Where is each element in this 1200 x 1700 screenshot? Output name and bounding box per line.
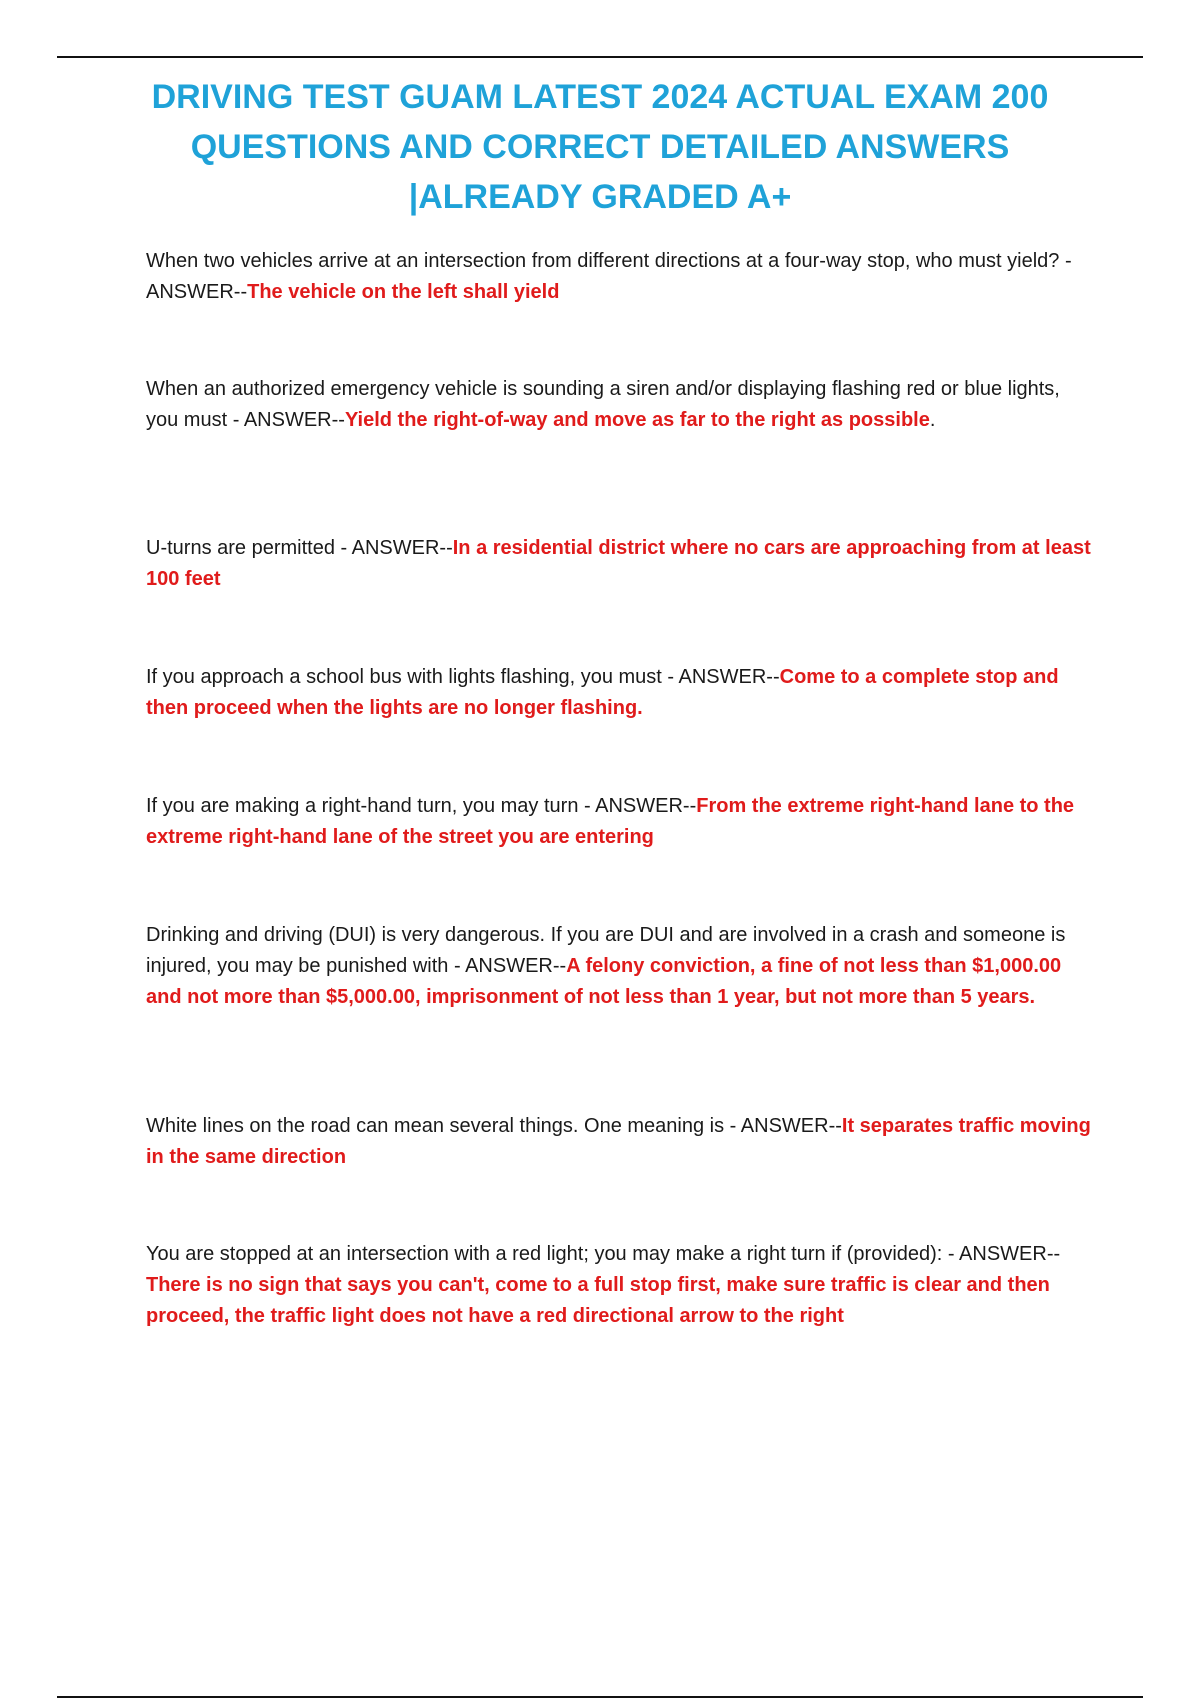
- answer-separator: - ANSWER--: [146, 250, 1072, 303]
- question-text: You are stopped at an intersection with a red light; you may make a right turn if (provided): -: [146, 1243, 955, 1265]
- qa-item-7: [146, 1111, 1096, 1173]
- qa-item-1: [146, 246, 1096, 308]
- answer-text: Come to a complete stop and then proceed when the lights are no longer flashing.: [146, 666, 1059, 719]
- question-text: When two vehicles arrive at an intersection from different directions at a four-way stop, who must yield?: [146, 250, 1060, 272]
- question-text: If you are making a right-hand turn, you may turn: [146, 795, 579, 817]
- document-title: [100, 72, 1100, 222]
- question-text: Drinking and driving (DUI) is very dangerous. If you are DUI and are involved in a crash and someone is injured, you may be punished with: [146, 924, 1066, 977]
- answer-text: It separates traffic moving in the same direction: [146, 1115, 1091, 1168]
- answer-text: A felony conviction, a fine of not less than $1,000.00 and not more than $5,000.00, imprisonment of not less than 1 year, but not more than 5 years.: [146, 955, 1062, 1008]
- answer-text: Yield the right-of-way and move as far to the right as possible: [344, 409, 930, 431]
- answer-separator: - ANSWER--: [227, 409, 345, 431]
- answer-separator: - ANSWER--: [661, 666, 780, 688]
- question-text: If you approach a school bus with lights flashing, you must: [146, 666, 662, 688]
- qa-item-6: [146, 920, 1096, 1013]
- title-line-2: QUESTIONS AND CORRECT DETAILED ANSWERS: [190, 128, 1010, 166]
- answer-text: The vehicle on the left shall yield: [247, 281, 560, 303]
- qa-item-2: [146, 374, 1096, 436]
- answer-separator: - ANSWER--: [724, 1115, 842, 1137]
- answer-separator: ANSWER--: [954, 1243, 1061, 1265]
- top-divider: [57, 56, 1143, 58]
- question-text: U-turns are permitted: [146, 537, 335, 559]
- answer-text: From the extreme right-hand lane to the extreme right-hand lane of the street you are entering: [146, 795, 1075, 848]
- title-line-1: DRIVING TEST GUAM LATEST 2024 ACTUAL EXAM 200: [151, 78, 1049, 116]
- qa-item-4: [146, 662, 1096, 724]
- qa-item-8: [146, 1239, 1096, 1332]
- answer-text: In a residential district where no cars are approaching from at least 100 feet: [146, 537, 1091, 590]
- answer-trail: .: [929, 409, 936, 431]
- answer-separator: - ANSWER--: [334, 537, 453, 559]
- title-line-3: |ALREADY GRADED A+: [408, 178, 792, 216]
- qa-item-3: [146, 533, 1096, 595]
- bottom-divider: [57, 1696, 1143, 1698]
- answer-separator: - ANSWER--: [578, 795, 697, 817]
- question-text: When an authorized emergency vehicle is sounding a siren and/or displaying flashing red or blue lights, you must: [146, 378, 1060, 431]
- qa-item-5: [146, 791, 1096, 853]
- answer-separator: - ANSWER--: [448, 955, 567, 977]
- question-text: White lines on the road can mean several things. One meaning is: [146, 1115, 725, 1137]
- answer-text: There is no sign that says you can't, come to a full stop first, make sure traffic is clear and then proceed, the traffic light does not have a red directional arrow to the right: [146, 1274, 1050, 1327]
